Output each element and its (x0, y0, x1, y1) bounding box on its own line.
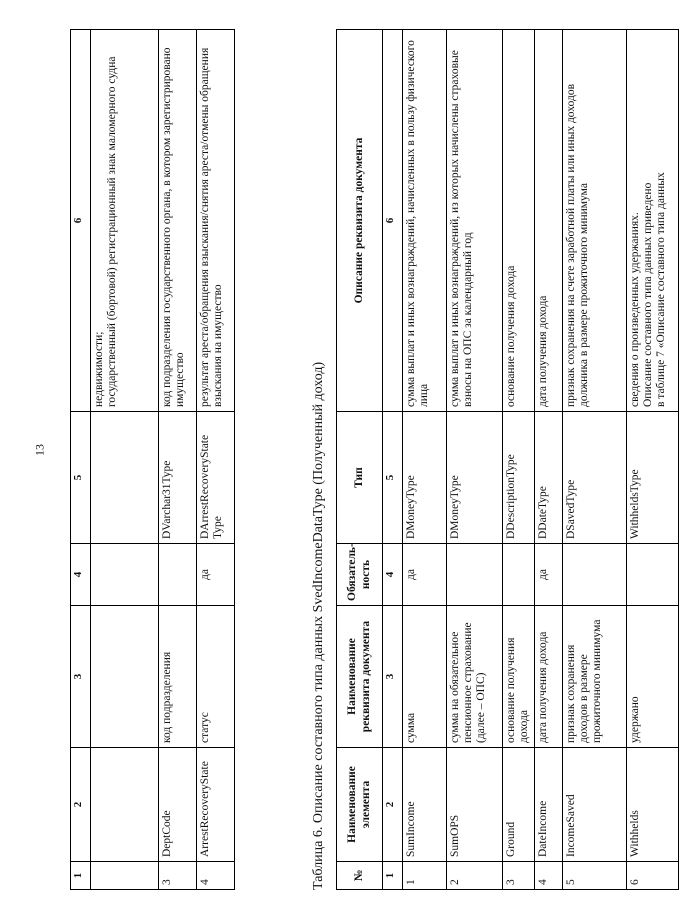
description: результат ареста/обращения взыскания/снятия ареста/отмены обращения взыскания на имущество (197, 30, 235, 412)
row-number: 1 (403, 862, 447, 890)
data-type: DSavedType (563, 412, 627, 544)
element-name: DateIncome (535, 748, 563, 862)
table-row (503, 30, 535, 890)
requisite-name: сумма на обязательное пенсионное страхование (далее – ОПС) (447, 606, 503, 748)
column-number: 4 (71, 544, 91, 606)
column-number-row (383, 30, 403, 890)
required-flag (503, 544, 535, 606)
continued-table (70, 29, 235, 890)
requisite-name: дата получения дохода (535, 606, 563, 748)
required-flag: да (535, 544, 563, 606)
table-row (563, 30, 627, 890)
page-number: 13 (32, 444, 47, 456)
table-row (91, 30, 159, 890)
row-number: 4 (197, 862, 235, 890)
row-number: 3 (503, 862, 535, 890)
row-number: 2 (447, 862, 503, 890)
column-number: 2 (71, 748, 91, 862)
required-flag: да (403, 544, 447, 606)
row-number: 4 (535, 862, 563, 890)
requisite-name: код подразделения (159, 606, 197, 748)
table-caption: Таблица 6. Описание составного типа данных SvedIncomeDataType (Полученный доход) (311, 361, 326, 890)
column-number: 4 (383, 544, 403, 606)
description: сумма выплат и иных вознаграждений, начисленных в пользу физического лица (403, 30, 447, 412)
description: код подразделения государственного органа, в котором зарегистрировано имущество (159, 30, 197, 412)
table-row (627, 30, 679, 890)
header-number: № (337, 862, 383, 890)
data-type: DDescriptionType (503, 412, 535, 544)
column-number: 1 (71, 862, 91, 890)
required-flag (563, 544, 627, 606)
column-number-row (71, 30, 91, 890)
requisite-name: статус (197, 606, 235, 748)
header-description: Описание реквизита документа (337, 30, 383, 412)
requisite-name: сумма (403, 606, 447, 748)
header-requisite-name: Наименование реквизита документа (337, 606, 383, 748)
requisite-name: признак сохранения доходов в размере прожиточного минимума (563, 606, 627, 748)
required-flag (159, 544, 197, 606)
element-name: ArrestRecoveryState (197, 748, 235, 862)
description: признак сохранения на счете заработной платы или иных доходов должника в размере прожиточного минимума (563, 30, 627, 412)
required-flag (627, 544, 679, 606)
column-number: 3 (71, 606, 91, 748)
element-name: Withhelds (627, 748, 679, 862)
table-row (403, 30, 447, 890)
data-type (91, 412, 159, 544)
data-type: DDateType (535, 412, 563, 544)
description: сумма выплат и иных вознаграждений, из которых начислены страховые взносы на ОПС за календарный год (447, 30, 503, 412)
requisite-name: удержано (627, 606, 679, 748)
element-name: DeptCode (159, 748, 197, 862)
data-type: WithheldsType (627, 412, 679, 544)
element-name: Ground (503, 748, 535, 862)
header-required: Обязатель-ность (337, 544, 383, 606)
continued-table-body (71, 30, 235, 890)
column-number: 5 (383, 412, 403, 544)
income-data-table (336, 29, 679, 890)
column-number: 1 (383, 862, 403, 890)
table-header-row (337, 30, 383, 890)
data-type: DMoneyType (403, 412, 447, 544)
column-number: 2 (383, 748, 403, 862)
description: сведения о произведенных удержаниях. Описание составного типа данных приведено в таблице 7 «Описание составного типа данных (627, 30, 679, 412)
description: дата получения дохода (535, 30, 563, 412)
row-number (91, 862, 159, 890)
requisite-name (91, 606, 159, 748)
element-name (91, 748, 159, 862)
data-type: DVarchar31Type (159, 412, 197, 544)
element-name: SumIncome (403, 748, 447, 862)
requisite-name: основание получения дохода (503, 606, 535, 748)
element-name: IncomeSaved (563, 748, 627, 862)
description: недвижимости; государственный (бортовой) регистрационный знак маломерного судна (91, 30, 159, 412)
column-number: 3 (383, 606, 403, 748)
column-number: 6 (383, 30, 403, 412)
row-number: 6 (627, 862, 679, 890)
data-type: DMoneyType (447, 412, 503, 544)
table-row (447, 30, 503, 890)
description: основание получения дохода (503, 30, 535, 412)
row-number: 3 (159, 862, 197, 890)
data-type: DArrestRecoveryState Type (197, 412, 235, 544)
required-flag: да (197, 544, 235, 606)
table-row (159, 30, 197, 890)
table-row (535, 30, 563, 890)
element-name: SumOPS (447, 748, 503, 862)
column-number: 5 (71, 412, 91, 544)
rotated-content (70, 30, 668, 890)
required-flag (447, 544, 503, 606)
row-number: 5 (563, 862, 627, 890)
header-element-name: Наименование элемента (337, 748, 383, 862)
column-number: 6 (71, 30, 91, 412)
table-row (197, 30, 235, 890)
header-type: Тип (337, 412, 383, 544)
required-flag (91, 544, 159, 606)
income-table-body (383, 30, 679, 890)
